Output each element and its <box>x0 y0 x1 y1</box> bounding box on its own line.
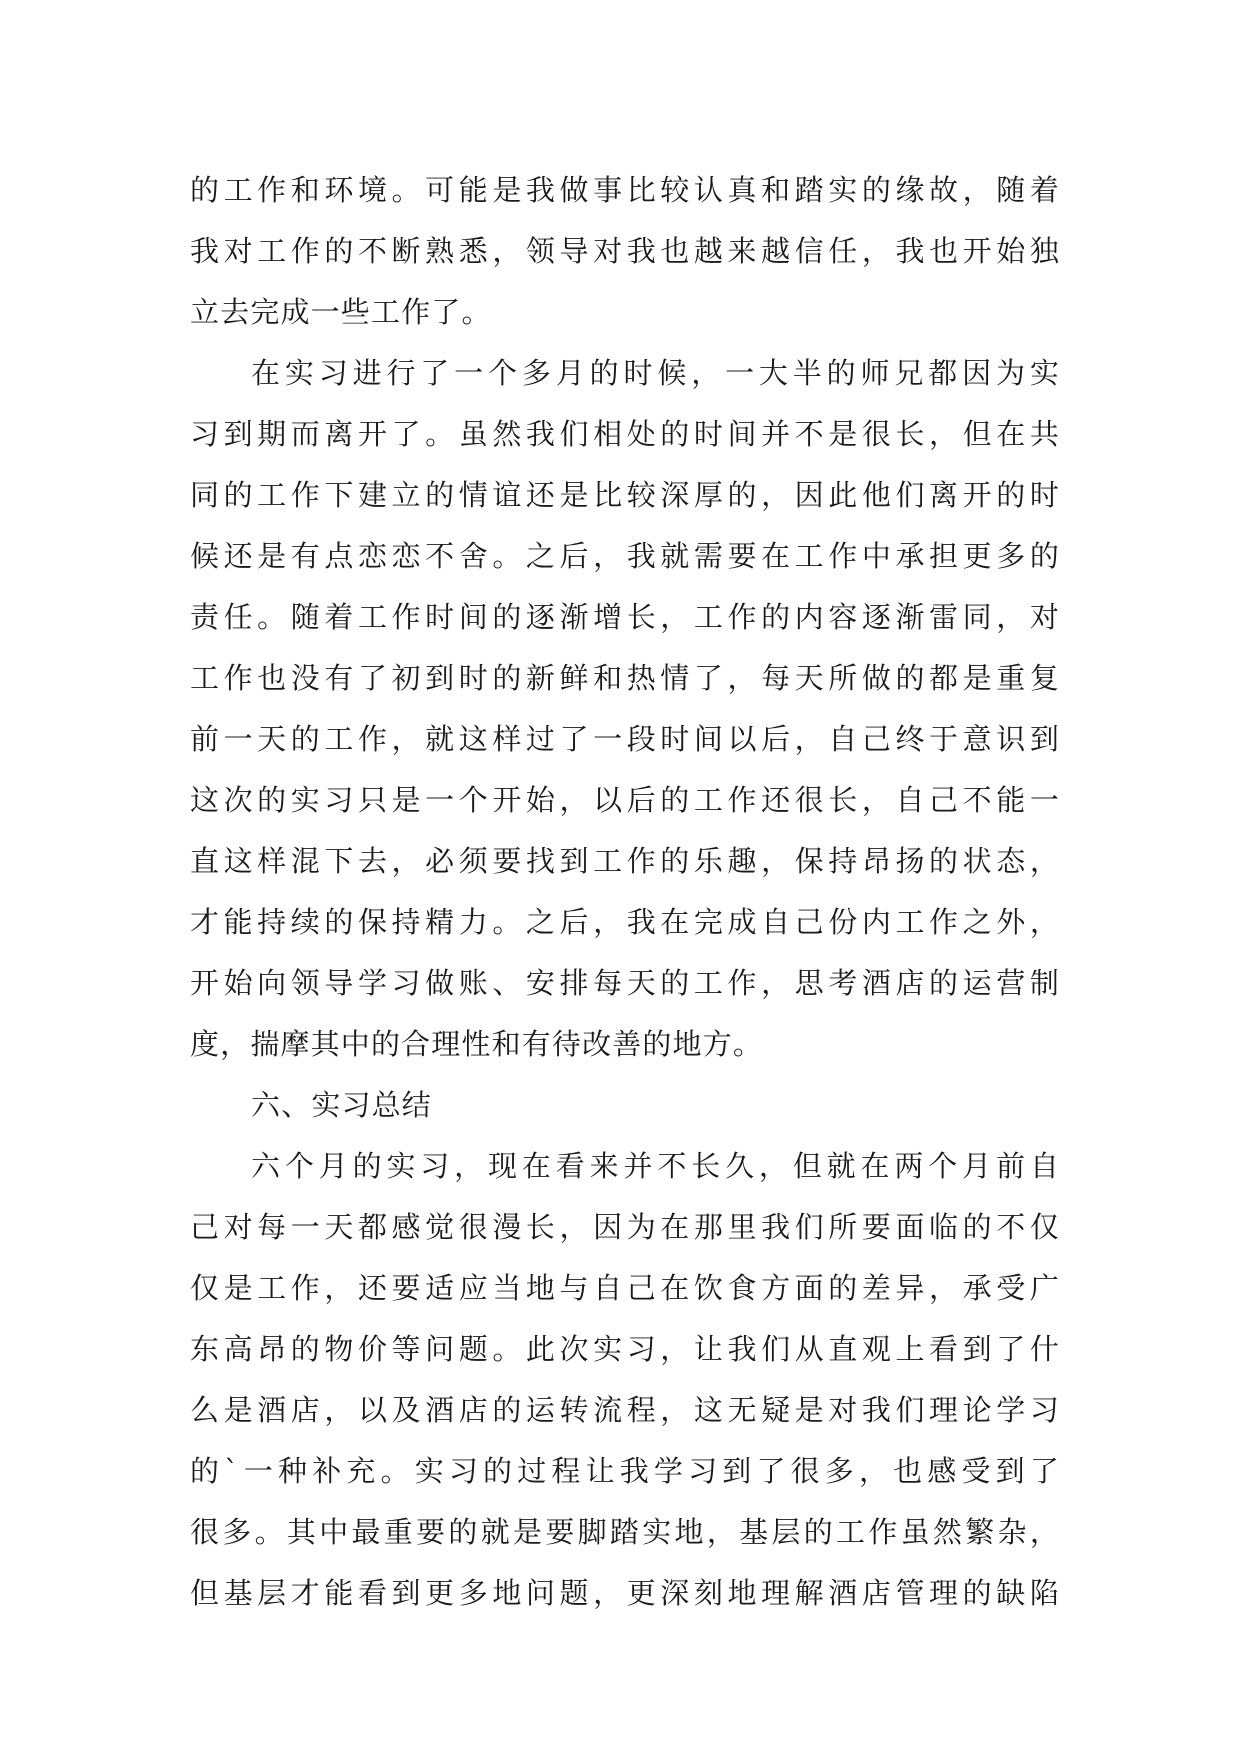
paragraph-internship-progress <box>190 343 1060 1075</box>
text-line: 工作也没有了初到时的新鲜和热情了，每天所做的都是重复 <box>190 661 1060 695</box>
text-line: 这次的实习只是一个开始，以后的工作还很长，自己不能一 <box>190 783 1060 817</box>
section-heading: 六、实习总结 <box>251 1088 432 1122</box>
text-line: 同的工作下建立的情谊还是比较深厚的，因此他们离开的时 <box>190 478 1060 512</box>
text-line: 前一天的工作，就这样过了一段时间以后，自己终于意识到 <box>190 722 1060 756</box>
text-line: 立去完成一些工作了。 <box>190 295 492 329</box>
text-line: 的工作和环境。可能是我做事比较认真和踏实的缘故，随着 <box>190 173 1060 207</box>
text-line: 东高昂的物价等问题。此次实习，让我们从直观上看到了什 <box>190 1332 1060 1366</box>
text-line: 责任。随着工作时间的逐渐增长，工作的内容逐渐雷同，对 <box>190 600 1060 634</box>
document-body <box>190 160 1060 1624</box>
text-line: 度，揣摩其中的合理性和有待改善的地方。 <box>190 1027 764 1061</box>
text-line: 但基层才能看到更多地问题，更深刻地理解酒店管理的缺陷 <box>190 1576 1060 1610</box>
text-line: 么是酒店，以及酒店的运转流程，这无疑是对我们理论学习 <box>190 1393 1060 1427</box>
text-line: 六个月的实习，现在看来并不长久，但就在两个月前自 <box>251 1149 1060 1183</box>
text-line: 我对工作的不断熟悉，领导对我也越来越信任，我也开始独 <box>190 234 1060 268</box>
text-line: 开始向领导学习做账、安排每天的工作，思考酒店的运营制 <box>190 966 1060 1000</box>
text-line: 直这样混下去，必须要找到工作的乐趣，保持昂扬的状态， <box>190 844 1060 878</box>
text-line: 习到期而离开了。虽然我们相处的时间并不是很长，但在共 <box>190 417 1060 451</box>
text-line: 候还是有点恋恋不舍。之后，我就需要在工作中承担更多的 <box>190 539 1060 573</box>
text-line: 仅是工作，还要适应当地与自己在饮食方面的差异，承受广 <box>190 1271 1060 1305</box>
text-line: 才能持续的保持精力。之后，我在完成自己份内工作之外， <box>190 905 1060 939</box>
text-line: 在实习进行了一个多月的时候，一大半的师兄都因为实 <box>251 356 1060 390</box>
text-line: 的`一种补充。实习的过程让我学习到了很多，也感受到了 <box>190 1454 1060 1488</box>
paragraph-continuation <box>190 160 1060 343</box>
paragraph-summary <box>190 1136 1060 1624</box>
text-line: 己对每一天都感觉很漫长，因为在那里我们所要面临的不仅 <box>190 1210 1060 1244</box>
text-line: 很多。其中最重要的就是要脚踏实地，基层的工作虽然繁杂， <box>190 1515 1060 1549</box>
